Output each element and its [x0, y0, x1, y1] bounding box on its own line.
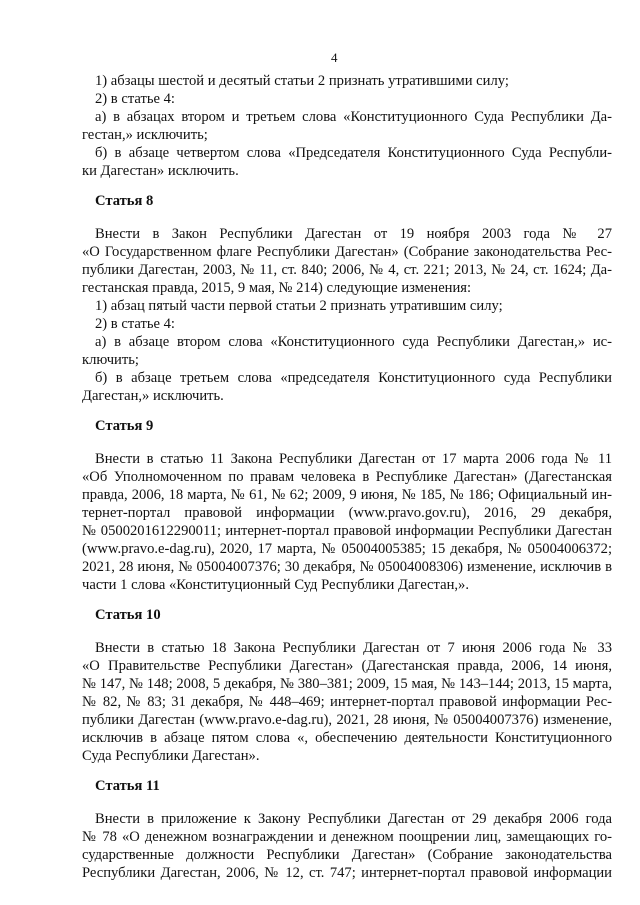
- text-line: публики Дагестан (www.pravo.e-dag.ru), 2021, 28 июня, № 05004007376) изменение,: [82, 712, 612, 728]
- text-line: правда, 2006, 18 марта, № 61, № 62; 2009, 9 июня, № 185, № 186; Официальный ин-: [82, 487, 612, 503]
- text-line: Внести в статью 18 Закона Республики Дагестан от 7 июня 2006 года № 33: [95, 640, 612, 656]
- page-number: 4: [331, 50, 338, 65]
- text-line: № 78 «О денежном вознаграждении и денежном поощрении лиц, замещающих го-: [82, 829, 612, 845]
- text-line: ключить;: [82, 352, 139, 368]
- text-line: № 147, № 148; 2008, 5 декабря, № 380–381; 2009, 15 мая, № 143–144; 2013, 15 марта,: [82, 676, 612, 692]
- text-line: 2) в статье 4:: [95, 316, 175, 332]
- text-line: гестан,» исключить;: [82, 127, 208, 143]
- text-line: тернет-портал правовой информации (www.pravo.gov.ru), 2016, 29 декабря,: [82, 505, 612, 521]
- text-line: № 0500201612290011; интернет-портал правовой информации Республики Дагестан: [82, 523, 612, 539]
- text-line: части 1 слова «Конституционный Суд Республики Дагестан,».: [82, 577, 469, 593]
- article-10-heading: Статья 10: [95, 607, 161, 623]
- text-line: публики Дагестан, 2003, № 11, ст. 840; 2006, № 4, ст. 221; 2013, № 24, ст. 1624; Да-: [82, 262, 612, 278]
- text-line: «О Правительстве Республики Дагестан» (Дагестанская правда, 2006, 14 июня,: [82, 658, 612, 674]
- text-line: 2021, 28 июня, № 05004007376; 30 декабря, № 05004008306) изменение, исключив в: [82, 559, 612, 575]
- text-line: а) в абзаце втором слова «Конституционного суда Республики Дагестан,» ис-: [95, 334, 612, 350]
- article-11-heading: Статья 11: [95, 778, 160, 794]
- text-line: Дагестан,» исключить.: [82, 388, 224, 404]
- text-line: Внести в приложение к Закону Республики Дагестан от 29 декабря 2006 года: [95, 811, 612, 827]
- text-line: 2) в статье 4:: [95, 91, 175, 107]
- article-8-heading: Статья 8: [95, 193, 154, 209]
- text-line: сударственные должности Республики Дагестан» (Собрание законодательства: [82, 847, 612, 863]
- text-line: гестанская правда, 2015, 9 мая, № 214) следующие изменения:: [82, 280, 472, 296]
- text-line: Внести в статью 11 Закона Республики Дагестан от 17 марта 2006 года № 11: [95, 451, 612, 467]
- text-line: а) в абзацах втором и третьем слова «Конституционного Суда Республики Да-: [95, 109, 612, 125]
- text-line: 1) абзацы шестой и десятый статьи 2 признать утратившими силу;: [95, 73, 509, 89]
- text-line: б) в абзаце четвертом слова «Председателя Конституционного Суда Республи-: [95, 145, 612, 161]
- text-line: «Об Уполномоченном по правам человека в Республике Дагестан» (Дагестанская: [82, 469, 612, 485]
- text-line: № 82, № 83; 31 декабря, № 448–469; интернет-портал правовой информации Рес-: [82, 694, 612, 710]
- text-line: (www.pravo.e-dag.ru), 2020, 17 марта, № 05004005385; 15 декабря, № 05004006372;: [82, 541, 612, 557]
- article-9-heading: Статья 9: [95, 418, 154, 434]
- text-line: исключив в абзаце пятом слова «, обеспечению деятельности Конституционного: [82, 730, 612, 746]
- text-line: Внести в Закон Республики Дагестан от 19 ноября 2003 года № 27: [95, 226, 612, 242]
- document-body: [82, 72, 612, 882]
- text-line: б) в абзаце третьем слова «председателя Конституционного суда Республики: [95, 370, 612, 386]
- text-line: 1) абзац пятый части первой статьи 2 признать утратившим силу;: [95, 298, 503, 314]
- text-line: Республики Дагестан, 2006, № 12, ст. 747; интернет-портал правовой информации: [82, 865, 612, 881]
- text-line: ки Дагестан» исключить.: [82, 163, 239, 179]
- text-line: Суда Республики Дагестан».: [82, 748, 260, 764]
- text-line: «О Государственном флаге Республики Дагестан» (Собрание законодательства Рес-: [82, 244, 612, 260]
